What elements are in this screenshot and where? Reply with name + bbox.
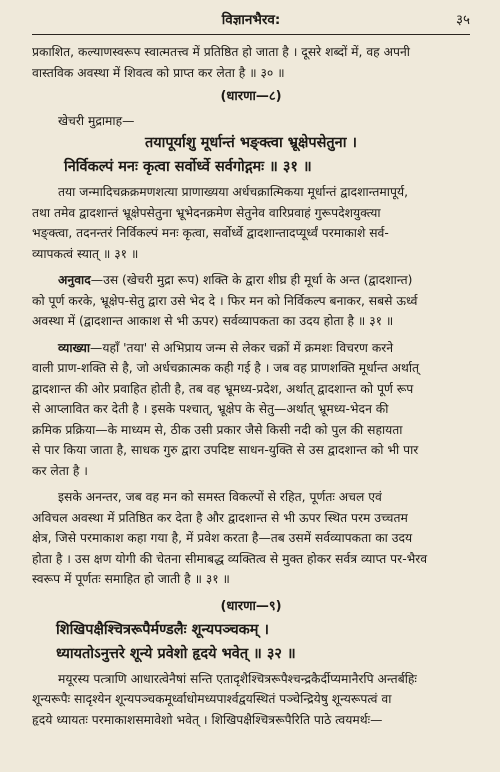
text-line: अविचल अवस्था में प्रतिष्ठित कर देता है और द्वादशान्त से भी ऊपर स्थित परम उच्चतम — [32, 510, 408, 525]
mudra-intro: खेचरी मुद्रामाह— — [58, 114, 135, 128]
dharana-heading-8: (धारणा—८) — [220, 89, 282, 104]
text-span: —उस (खेचरी मुद्रा रूप) शक्ति के द्वारा शीघ्र ही मूर्धा के अन्त (द्वादशान्त) — [90, 273, 413, 287]
dharana-heading-9: (धारणा—९) — [220, 598, 282, 614]
explanation-paragraph — [32, 338, 470, 482]
explanation-label: व्याख्या — [58, 340, 91, 355]
text-span: —यहाँ 'तया' से अभिप्राय जन्म से लेकर चक्रों में क्रमशः विचरण करने — [90, 340, 394, 355]
translation-paragraph — [32, 270, 470, 332]
text-line: भङ्क्त्वा, तदनन्तरं निर्विकल्पं मनः कृत्वा, सर्वोर्ध्वे द्वादशान्तादप्यूर्ध्वं परमाकाशे सर्व- — [32, 226, 389, 240]
page-header — [32, 10, 470, 38]
text-line: स्वरूप में पूर्णतः समाहित हो जाती है ॥ ३१ ॥ — [32, 572, 230, 586]
text-line: से आप्लावित कर देती है । इसके पश्चात्, भ्रूक्षेप के सेतु—अर्थात् भ्रूमध्य-भेदन की — [32, 402, 389, 416]
text-line: हृदये ध्यायतः परमाकाशसमावेशो भवेत् । शिखिपक्षैश्चित्ररूपैरिति पाठे त्वयमर्थः— — [32, 712, 383, 727]
translation-label: अनुवाद — [58, 273, 91, 287]
text-line — [32, 338, 470, 359]
text-line: होता है । उस क्षण योगी की चेतना सीमाबद्ध व्यक्तित्व से मुक्त होकर सर्वत्र व्याप्त पर-भैरव — [32, 551, 428, 566]
running-title: विज्ञानभैरव: — [221, 12, 281, 28]
sanskrit-commentary-31 — [32, 182, 470, 264]
text-line — [32, 270, 470, 291]
paragraph-continued — [32, 42, 470, 83]
text-line: द्वादशान्त की ओर प्रवाहित होती है, तब वह भ्रूमध्य-प्रदेश, अर्थात् द्वादशान्त को पूर्ण रूप — [32, 381, 414, 396]
text-line: अवस्था में (द्वादशान्त आकाश से भी ऊपर) सर्वव्यापकता का उदय होता है ॥ ३१ ॥ — [32, 314, 394, 328]
text-line: शून्यरूपैः सादृश्येन शून्यपञ्चकमूर्ध्वाधोमध्यपार्श्वद्वयस्थितं पञ्चेन्द्रियेषु शून्यरूपत्वं वा — [32, 692, 392, 706]
text-line: तथा तमेव द्वादशान्तं भ्रूक्षेपसेतुना भ्रूभेदनक्रमेण सेतुनेव वारिप्रवाहं गुरूपदेशयुक्त्या — [32, 205, 381, 220]
explanation-continued — [32, 487, 470, 590]
text-line: वास्तविक अवस्था में शिवत्व को प्राप्त कर लेता है ॥ ३० ॥ — [32, 65, 285, 80]
header-rule — [32, 34, 470, 35]
text-line: क्षेत्र, जिसे परमाकाश कहा गया है, में प्रवेश करता है—तब उसमें सर्वव्यापकता का उदय — [32, 531, 413, 545]
text-line: को पूर्ण करके, भ्रूक्षेप-सेतु द्वारा उसे भेद दे । फिर मन को निर्विकल्प बनाकर, सबसे ऊर्ध्व — [32, 293, 418, 308]
text-line: से पार किया जाता है, साधक गुरु द्वारा उपदिष्ट साधन-युक्ति से उस द्वादशान्त को भी पार — [32, 443, 419, 457]
text-line: प्रकाशित, कल्याणस्वरूप स्वात्मतत्त्व में प्रतिष्ठित हो जाता है । दूसरे शब्दों में, वह अपनी — [32, 45, 410, 59]
text-line: इसके अनन्तर, जब वह मन को समस्त विकल्पों से रहित, पूर्णतः अचल एवं — [58, 490, 382, 504]
text-line: कर लेता है । — [32, 463, 88, 478]
sloka-32-line-1: शिखिपक्षैश्चित्ररूपैर्मण्डलैः शून्यपञ्चकम् । — [56, 621, 270, 638]
sloka-31-line-1: तयापूर्याशु मूर्धान्तं भङ्क्त्वा भ्रूक्षेपसेतुना । — [144, 135, 357, 151]
text-line: मयूरस्य पत्त्राणि आधारत्वेनैषां सन्ति एतादृशैश्चित्ररूपैश्चन्द्रकैर्दीप्यमानैरपि अन्तर्बहिः — [58, 671, 417, 686]
sanskrit-commentary-32 — [32, 669, 470, 731]
sloka-31-line-2: निर्विकल्पं मनः कृत्वा सर्वोर्ध्वे सर्वगोद्गमः ॥ ३१ ॥ — [64, 159, 312, 175]
page-body — [32, 42, 470, 730]
text-line: वाली प्राण-शक्ति से है, जो अर्धचक्रात्मक कही गई है । जब वह प्राणशक्ति मूर्धान्त अर्थात् — [32, 361, 420, 375]
text-line: क्रमिक प्रक्रिया—के माध्यम से, ठीक उसी प्रकार जैसे किसी नदी को पुल की सहायता — [32, 422, 403, 437]
text-line: व्यापकत्वं स्यात् ॥ ३१ ॥ — [32, 246, 139, 261]
page-number: ३५ — [455, 12, 470, 28]
text-line: तया जन्मादिचक्रक्रमणशत्या प्राणाख्यया अर्धचक्रात्मिकया मूर्धान्तं द्वादशान्तमापूर्य, — [58, 185, 408, 199]
sloka-32-line-2: ध्यायतोऽनुत्तरे शून्ये प्रवेशो हृदये भवेत् ॥ ३२ ॥ — [56, 645, 296, 662]
